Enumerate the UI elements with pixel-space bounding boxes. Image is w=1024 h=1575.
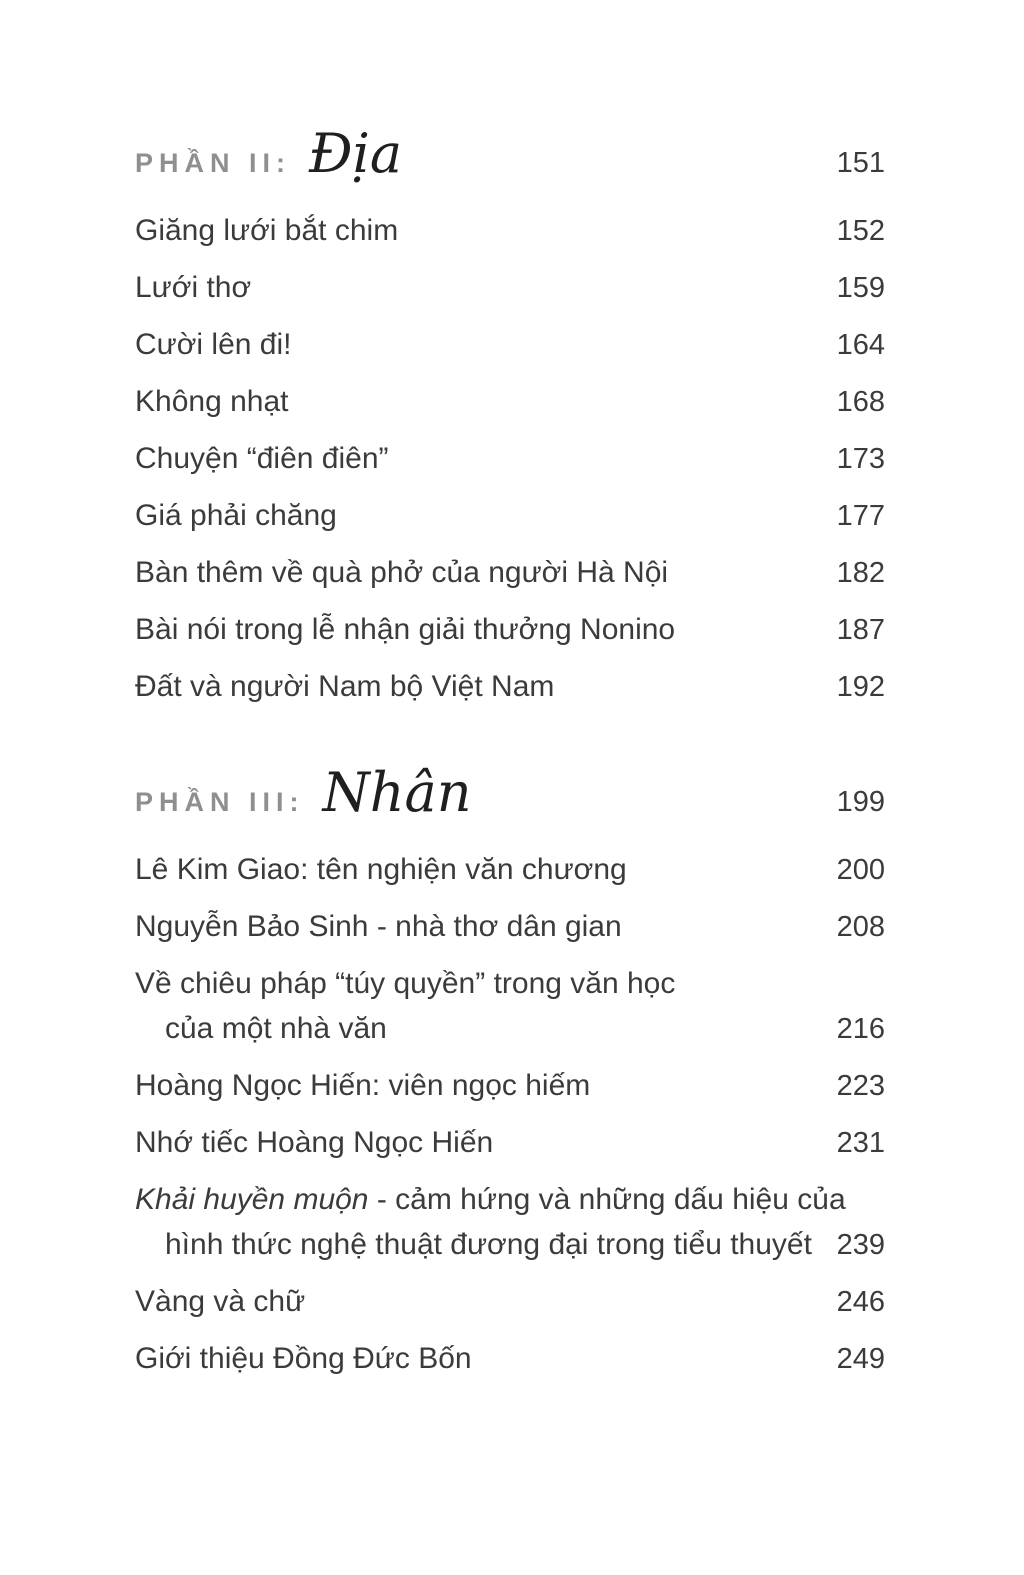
toc-entry-page: 208: [836, 911, 885, 943]
toc-entry: [135, 1341, 885, 1377]
toc-entry-page: 187: [836, 614, 885, 646]
toc-entry-title-line1: Khải huyền muộn - cảm hứng và những dấu hiệu của: [135, 1183, 846, 1216]
toc-entry-title: Không nhạt: [135, 385, 289, 418]
toc-entry: [135, 669, 885, 705]
toc-entry: [135, 852, 885, 888]
toc-entry-page: 223: [836, 1070, 885, 1102]
toc-entry: [135, 612, 885, 648]
section-label: PHẦN II:: [135, 148, 291, 178]
section-title-script: Địa: [309, 122, 403, 185]
toc-entry-title: Giới thiệu Đồng Đức Bốn: [135, 1342, 472, 1375]
toc-entry: [135, 1284, 885, 1320]
toc-entry: [135, 270, 885, 306]
toc-entry-title: Bàn thêm về quà phở của người Hà Nội: [135, 556, 669, 589]
toc-entry-title-line1: Về chiêu pháp “túy quyền” trong văn học: [135, 967, 676, 1000]
toc-entry-title: Giăng lưới bắt chim: [135, 214, 399, 247]
toc-entry-title: Nhớ tiếc Hoàng Ngọc Hiến: [135, 1126, 494, 1159]
toc-entry-page: 152: [836, 215, 885, 247]
toc-entry-page: 173: [836, 443, 885, 475]
toc-entry-page: 168: [836, 386, 885, 418]
toc-entry-page: 182: [836, 557, 885, 589]
toc-entry: [135, 1068, 885, 1104]
toc-entry-page: 192: [836, 671, 885, 703]
toc-entry: [135, 498, 885, 534]
section-page-number: 151: [836, 147, 885, 179]
toc-entry-title: Hoàng Ngọc Hiến: viên ngọc hiếm: [135, 1069, 591, 1102]
toc-entry-title: Vàng và chữ: [135, 1285, 306, 1318]
toc-entry-page: 200: [836, 854, 885, 886]
section-label: PHẦN III:: [135, 787, 305, 817]
toc-entry-title-italic: Khải huyền muộn: [135, 1183, 369, 1216]
toc-entry: [135, 327, 885, 363]
toc-entry-page: 231: [836, 1127, 885, 1159]
toc-entry: [135, 213, 885, 249]
toc-entry-page: 249: [836, 1343, 885, 1375]
section-title-script: Nhân: [322, 761, 472, 824]
toc-entry-title: Cười lên đi!: [135, 328, 292, 361]
section-page-number: 199: [836, 786, 885, 818]
toc-entry-title: Lưới thơ: [135, 271, 252, 304]
toc-entry: [135, 441, 885, 477]
toc-entry-title: Chuyện “điên điên”: [135, 442, 389, 475]
toc-entry-page: 216: [836, 1013, 885, 1045]
toc-entry-title-line2: hình thức nghệ thuật đương đại trong tiểu thuyết: [165, 1228, 812, 1261]
toc-entry-page: 239: [836, 1229, 885, 1261]
section-heading-title-group: [135, 761, 472, 824]
toc-entry: [135, 384, 885, 420]
toc-entry-page: 159: [836, 272, 885, 304]
section-heading-part-2: [135, 122, 885, 185]
toc-entry-multiline: [135, 1182, 885, 1263]
section-heading-part-3: [135, 761, 885, 824]
toc-entry-title-line2: của một nhà văn: [165, 1012, 387, 1045]
toc-entry-title: Đất và người Nam bộ Việt Nam: [135, 670, 555, 703]
toc-entry-title-line2-row: [135, 1011, 885, 1047]
toc-entry: [135, 555, 885, 591]
toc-entry-multiline: [135, 966, 885, 1047]
toc-entry-title: Nguyễn Bảo Sinh - nhà thơ dân gian: [135, 910, 622, 943]
toc-entry: [135, 1125, 885, 1161]
toc-entry-page: 246: [836, 1286, 885, 1318]
toc-entry-title-line2-row: [135, 1227, 885, 1263]
toc-entry-title: Bài nói trong lễ nhận giải thưởng Nonino: [135, 613, 676, 646]
toc-entry-page: 177: [836, 500, 885, 532]
toc-entry-title: Lê Kim Giao: tên nghiện văn chương: [135, 853, 627, 886]
toc-entry-page: 164: [836, 329, 885, 361]
toc-entry: [135, 909, 885, 945]
toc-entry-title: Giá phải chăng: [135, 499, 337, 532]
section-heading-title-group: [135, 122, 402, 185]
